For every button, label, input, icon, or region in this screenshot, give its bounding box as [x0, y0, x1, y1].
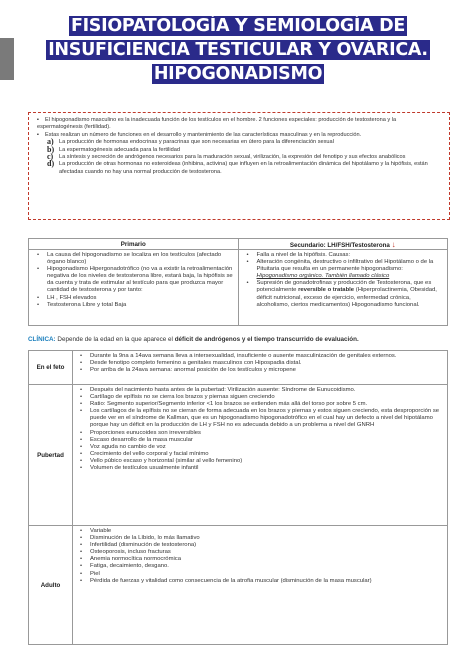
list-item: • Volumen de testículos usualmente infantil — [77, 465, 443, 472]
list-item: • Alteración congénita, destructivo o infiltrativo del Hipotálamo o de la Pituitaria que resulta en un permanente hipogonadismo: Hipogonadismo orgánico. También llamado clásico — [245, 259, 444, 280]
classification-table — [28, 238, 448, 326]
list-item: • Hipogonadismo Hipergonadotrófico (no va a existir la retroalimentación negativa de los niveles de testosterona libre, estará baja, la hipófisis se da cuenta y trata de estimular al testículo para que produzca mayor cantidad de testosterona y por tanto: — [35, 266, 234, 294]
list-item: • Ratio: Segmento superior/Segmento inferior <1 los brazos se extienden más allá del torso por sobre 5 cm. — [77, 401, 443, 408]
title-line-1: FISIOPATOLOGÍA Y SEMIOLOGÍA DE — [70, 16, 406, 36]
stage-content — [73, 385, 447, 525]
list-item: • La causa del hipogonadismo se localiza en los testículos (afectado órgano blanco) — [35, 252, 234, 266]
list-item: c) La síntesis y secreción de andrógenos necesarios para la maduración sexual, virilización, la expresión del fenotipo y sus efectos anabólicos — [47, 152, 406, 162]
stage-row-pubertad — [29, 385, 447, 526]
list-item: • Piel — [77, 571, 443, 578]
list-item: • Testosterona Libre y total Baja — [35, 302, 234, 309]
list-item: • Después del nacimiento hasta antes de la pubertad: Virilización ausente: Síndrome de Eunucoidismo. — [77, 387, 443, 394]
list-item: • Durante la 9na a 14ava semana lleva a intersexualidad, insuficiente o ausente masculinización de genitales externos. — [77, 353, 443, 360]
primary-header: Primario — [29, 239, 239, 249]
title-line-3: HIPOGONADISMO — [153, 64, 323, 84]
intro-bullet-2: ▪ Estas realizan un número de funciones en el desarrollo y mantenimiento de las características masculinas y en la reproducción. — [37, 131, 362, 138]
list-item: • LH , FSH elevados — [35, 295, 234, 302]
list-item: • Variable — [77, 528, 443, 535]
title-line-2: INSUFICIENCIA TESTICULAR Y OVÁRICA. — [48, 40, 428, 60]
classification-header — [29, 239, 447, 250]
stage-label: Pubertad — [29, 385, 73, 525]
stage-row-feto — [29, 351, 447, 385]
list-item: • Falla a nivel de la hipófisis. Causas: — [245, 252, 444, 259]
list-item: • Por arriba de la 24ava semana: anormal posición de los testículos y micropene — [77, 367, 443, 374]
intro-bullet-1: ▪ El hipogonadismo masculino es la inadecuada función de los testículos en el hombre. 2 funciones especiales: producción de testosterona y la espermatogénesis (fertilidad). — [37, 117, 397, 131]
list-item: d) La producción de otras hormonas no esteroideas (inhibina, activina) que influyen en la retroalimentación dinámica del hipotálamo y la hipófisis, están afectadas cuando no hay una normal producción de testosterona. — [47, 159, 428, 175]
list-item: • Escaso desarrollo de la masa muscular — [77, 437, 443, 444]
stage-content — [73, 351, 447, 384]
list-item: • Cartílago de epífisis no se cierra los brazos y piernas siguen creciendo — [77, 394, 443, 401]
stage-label: Adulto — [29, 526, 73, 644]
list-item: b) La espermatogénesis adecuada para la fertilidad — [47, 144, 180, 154]
list-item: • Desde fenotipo completo femenino a genitales masculinos con Hipospadia distal. — [77, 360, 443, 367]
page-corner-tab — [0, 38, 14, 80]
list-item: • Voz aguda no cambio de voz — [77, 444, 443, 451]
list-item: • Anemia normocítica normocrómica — [77, 556, 443, 563]
list-item: • Infertilidad (disminución de testosterona) — [77, 542, 443, 549]
page-title — [28, 14, 448, 86]
secondary-column — [239, 250, 448, 326]
list-item: • Los cartílagos de la epífisis no se cierran de forma adecuada en los brazos y piernas y estos siguen creciendo, esta desproporción se puede ver en el síndrome de Kallman, que es un hipogonadismo hipogonadotrófico en el cual hay un defecto a nivel del hipotálamo porque hay un déficit en la producción de LH y FSH no es adecuada debido a un problema a nivel del GNRH — [77, 408, 443, 429]
list-item: • Disminución de la Líbido, lo más llamativo — [77, 535, 443, 542]
clinical-stages-table — [28, 350, 448, 645]
clinica-heading: CLÍNICA: Depende de la edad en la que aparece el déficit de andrógenos y el tiempo transcurrido de evaluación. — [28, 336, 359, 343]
list-item: • Crecimiento del vello corporal y facial mínimo — [77, 451, 443, 458]
primary-column — [29, 250, 239, 326]
list-item: • Vello púbico escaso y horizontal (similar al vello femenino) — [77, 458, 443, 465]
stage-label: En el feto — [29, 351, 73, 384]
list-item: • Proporciones eunucoides son irreversibles — [77, 430, 443, 437]
stage-content — [73, 526, 447, 644]
intro-list — [47, 139, 443, 176]
arrow-down-icon: ↓ — [391, 240, 396, 249]
stage-row-adulto — [29, 526, 447, 644]
secondary-header: Secundario: LH/FSH/Testosterona ↓ — [289, 240, 396, 249]
list-item: • Fatiga, decaimiento, desgano. — [77, 563, 443, 570]
intro-box — [28, 112, 450, 220]
list-item: • Pérdida de fuerzas y vitalidad como consecuencia de la atrofia muscular (disminución de la masa muscular) — [77, 578, 443, 585]
list-item: a) La producción de hormonas endocrinas y paracrinas que son necesarias en útero para la diferenciación sexual — [47, 137, 334, 147]
list-item: • Osteoporosis, incluso fracturas — [77, 549, 443, 556]
list-item: • Supresión de gonadotrofinas y producción de Testosterona, que es potencialmente reversible o tratable (Hiperprolactinemia, Obesidad, déficit nutricional, exceso de ejercicio, enfermedad crónica, alcoholismo, ciertos medicamentos) Hipogonadismo funcional. — [245, 280, 444, 308]
